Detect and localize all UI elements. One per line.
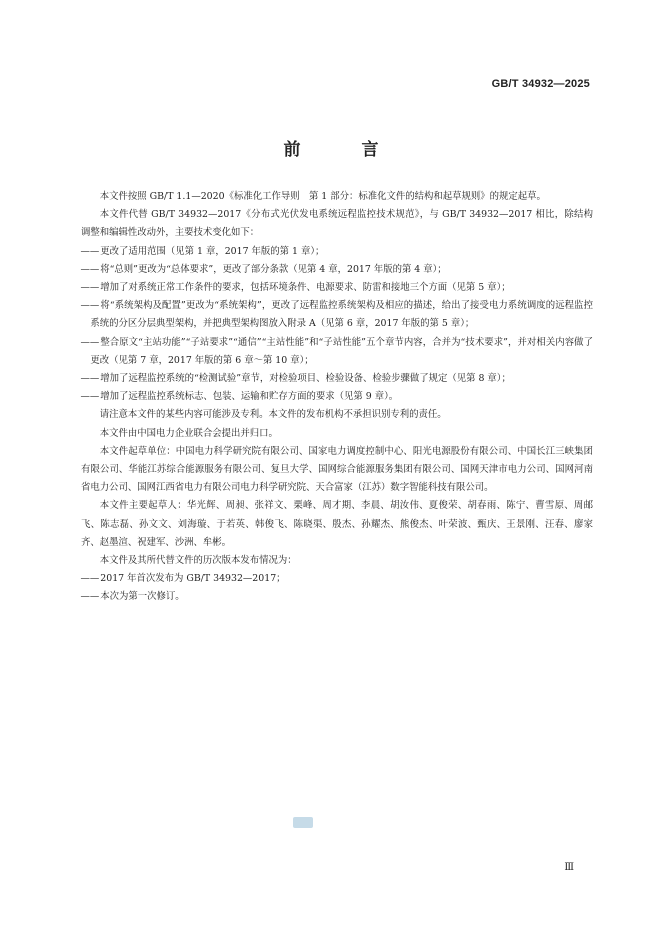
dash-marker: —— — [80, 391, 100, 403]
dash-marker: —— — [80, 300, 100, 312]
change-item — [80, 261, 593, 279]
change-item-text: 更改了适用范围（见第 1 章，2017 年版的第 1 章）； — [100, 245, 325, 257]
change-item — [80, 388, 593, 406]
standard-code: GB/T 34932—2025 — [491, 78, 590, 90]
page-number: Ⅲ — [564, 862, 574, 873]
dash-marker: —— — [80, 282, 100, 294]
change-item — [80, 370, 593, 388]
history-item — [80, 570, 593, 588]
dash-marker: —— — [80, 245, 100, 257]
history-item-text: 本次为第一次修订。 — [100, 591, 185, 603]
dash-marker: —— — [80, 263, 100, 275]
paragraph-patent-notice: 请注意本文件的某些内容可能涉及专利。本文件的发布机构不承担识别专利的责任。 — [99, 409, 447, 421]
page-title: 前 言 — [283, 140, 401, 160]
dash-marker: —— — [80, 336, 100, 348]
dash-marker: —— — [80, 373, 100, 385]
change-item — [80, 243, 593, 261]
change-item-text: 增加了远程监控系统的“检测试验”章节，对检验项目、检验设备、检验步骤做了规定（见第 8 章）； — [100, 373, 511, 385]
change-item — [80, 279, 593, 297]
dash-marker: —— — [80, 591, 100, 603]
document-body — [81, 188, 593, 607]
change-item-text: 将“总则”更改为“总体要求”，更改了部分条款（见第 4 章，2017 年版的第 4 章）； — [100, 263, 447, 275]
change-item — [80, 297, 593, 333]
paragraph-drafting-units: 本文件起草单位：中国电力科学研究院有限公司、国家电力调度控制中心、阳光电源股份有限公司、中国长江三峡集团有限公司、华能江苏综合能源服务有限公司、复旦大学、国网综合能源服务集团有限公司、国网天津市电力公司、国网河南省电力公司、国网江西省电力有限公司电力科学研究院、天合富家（江苏）数字智能科技有限公司。 — [81, 445, 593, 494]
paragraph-drafting-rules: 本文件按照 GB/T 1.1—2020《标准化工作导则 第 1 部分：标准化文件的结构和起草规则》的规定起草。 — [99, 191, 546, 202]
paragraph-proposer: 本文件由中国电力企业联合会提出并归口。 — [99, 427, 278, 439]
paragraph-replacement: 本文件代替 GB/T 34932—2017《分布式光伏发电系统远程监控技术规范》，与 GB/T 34932—2017 相比，除结构调整和编辑性改动外，主要技术变化如下： — [81, 209, 593, 239]
dash-marker: —— — [80, 573, 100, 585]
history-item-text: 2017 年首次发布为 GB/T 34932—2017； — [100, 573, 286, 585]
watermark-logo — [293, 817, 313, 828]
change-item-text: 整合原文“主站功能”“子站要求”“通信”“主站性能”和“子站性能”五个章节内容，合并为“技术要求”，并对相关内容做了更改（见第 7 章，2017 年版的第 6 章～第 10 章）； — [90, 336, 593, 366]
change-item-text: 增加了对系统正常工作条件的要求，包括环境条件、电源要求、防雷和接地三个方面（见第 5 章）； — [100, 282, 511, 294]
change-item — [80, 334, 593, 370]
change-item-text: 增加了远程监控系统标志、包装、运输和贮存方面的要求（见第 9 章）。 — [100, 391, 399, 403]
history-item — [80, 588, 593, 606]
paragraph-history-intro: 本文件及其所代替文件的历次版本发布情况为： — [99, 555, 297, 567]
paragraph-drafters: 本文件主要起草人：华光辉、周昶、张祥文、栗峰、周才期、李晨、胡汝伟、夏俊荣、胡春雨、陈宁、曹雪原、周邮飞、陈志磊、孙文文、刘海璇、于若英、韩俊飞、陈晓渠、殷杰、孙耀杰、熊俊杰、叶荣波、甄庆、王景刚、汪春、廖家齐、赵墨渲、祝建军、沙洲、牟彬。 — [81, 500, 593, 548]
change-item-text: 将“系统架构及配置”更改为“系统架构”，更改了远程监控系统架构及相应的描述，给出了接受电力系统调度的远程监控系统的分区分层典型架构，并把典型架构图放入附录 A（见第 6 章，2017 年版的第 5 章）； — [90, 300, 593, 330]
